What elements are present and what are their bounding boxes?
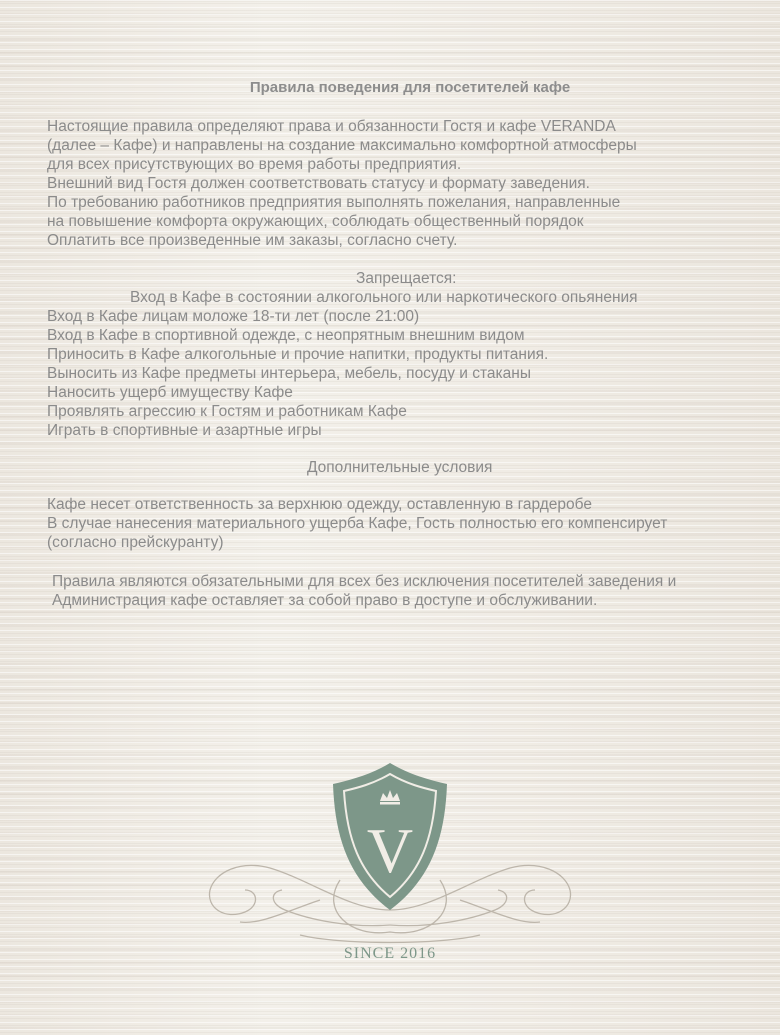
- intro-line: (далее – Кафе) и направлены на создание максимально комфортной атмосферы: [47, 137, 637, 154]
- intro-line: Внешний вид Гостя должен соответствовать статусу и формату заведения.: [47, 175, 590, 192]
- closing-line: Администрация кафе оставляет за собой право в доступе и обслуживании.: [52, 592, 598, 609]
- additional-item: (согласно прейскуранту): [47, 534, 224, 551]
- prohibited-heading: Запрещается:: [356, 270, 457, 287]
- veranda-logo: [200, 760, 580, 970]
- intro-line: Оплатить все произведенные им заказы, согласно счету.: [47, 232, 458, 249]
- additional-heading: Дополнительные условия: [307, 459, 493, 476]
- prohibited-item: Играть в спортивные и азартные игры: [47, 422, 322, 439]
- prohibited-item: Выносить из Кафе предметы интерьера, мебель, посуду и стаканы: [47, 365, 531, 382]
- closing-line: Правила являются обязательными для всех без исключения посетителей заведения и: [52, 573, 677, 590]
- prohibited-item: Приносить в Кафе алкогольные и прочие напитки, продукты питания.: [47, 346, 549, 363]
- prohibited-item: Проявлять агрессию к Гостям и работникам Кафе: [47, 403, 407, 420]
- prohibited-item: Вход в Кафе лицам моложе 18-ти лет (после 21:00): [47, 308, 420, 325]
- additional-item: Кафе несет ответственность за верхнюю одежду, оставленную в гардеробе: [47, 496, 592, 513]
- intro-line: на повышение комфорта окружающих, соблюдать общественный порядок: [47, 213, 584, 230]
- prohibited-item: Наносить ущерб имуществу Кафе: [47, 384, 293, 401]
- additional-item: В случае нанесения материального ущерба Кафе, Гость полностью его компенсирует: [47, 515, 668, 532]
- document-title: Правила поведения для посетителей кафе: [249, 79, 571, 96]
- logo-letter: V: [366, 815, 414, 886]
- intro-line: Настоящие правила определяют права и обязанности Гостя и кафе VERANDA: [47, 118, 616, 135]
- since-text: SINCE 2016: [343, 945, 437, 962]
- prohibited-item: Вход в Кафе в состоянии алкогольного или наркотического опьянения: [130, 289, 638, 306]
- intro-line: для всех присутствующих во время работы предприятия.: [47, 156, 462, 173]
- intro-line: По требованию работников предприятия выполнять пожелания, направленные: [47, 194, 621, 211]
- prohibited-item: Вход в Кафе в спортивной одежде, с неопрятным внешним видом: [47, 327, 525, 344]
